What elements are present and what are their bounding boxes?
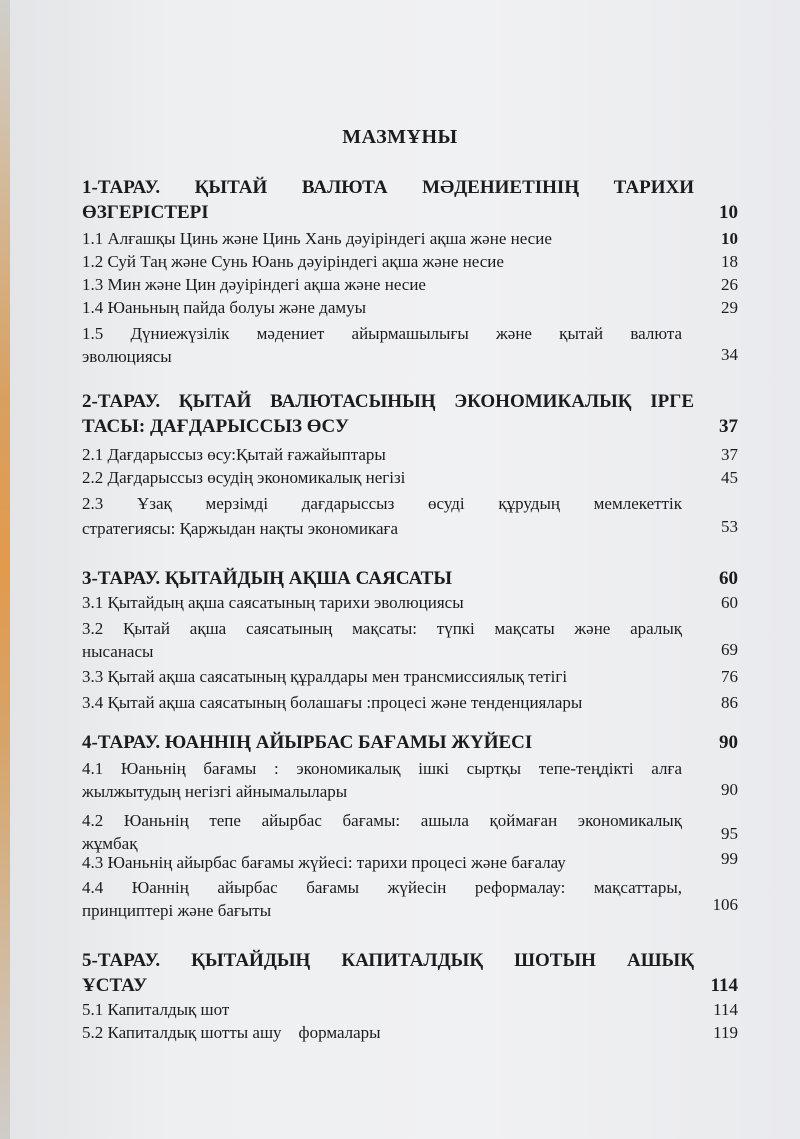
toc-entry <box>82 998 738 1021</box>
toc-entry <box>82 691 738 714</box>
entry-text: 1.1 Алғашқы Цинь және Цинь Хань дәуіріндегі ақша және несие <box>82 229 552 248</box>
entry-page-number: 114 <box>713 1000 738 1019</box>
chapter-3 <box>82 566 738 714</box>
toc-entry <box>82 273 738 296</box>
entry-text-line2: эволюциясы <box>82 347 172 366</box>
chapter-heading-line1: 2-ТАРАУ. ҚЫТАЙ ВАЛЮТАСЫНЫҢ ЭКОНОМИКАЛЫҚ ІРГЕ <box>82 391 694 412</box>
entry-text-line1: 3.2 Қытай ақша саясатының мақсаты: түпкі мақсаты және аралық <box>82 619 682 638</box>
entry-text-line1: 4.1 Юаньнің бағамы : экономикалық ішкі сыртқы тепе-теңдікті алға <box>82 759 682 778</box>
page-edge <box>0 0 10 1139</box>
toc-entry <box>82 757 738 803</box>
chapter-2 <box>82 389 738 541</box>
entry-text: 3.1 Қытайдың ақша саясатының тарихи эволюциясы <box>82 593 464 612</box>
chapter-heading-line1: 1-ТАРАУ. ҚЫТАЙ ВАЛЮТА МӘДЕНИЕТІНІҢ ТАРИХИ <box>82 177 694 198</box>
entry-text: 4.3 Юаньнің айырбас бағамы жүйесі: тарихи процесі және бағалау <box>82 853 566 872</box>
chapter-page-number: 37 <box>719 416 738 437</box>
chapter-heading-line2: ҰСТАУ <box>82 975 148 996</box>
entry-text-line2: нысанасы <box>82 642 154 661</box>
entry-text-line1: 1.5 Дүниежүзілік мәдениет айырмашылығы және қытай валюта <box>82 324 682 343</box>
toc-entry <box>82 443 738 466</box>
toc-entry <box>82 466 738 489</box>
entry-text: 1.3 Мин және Цин дәуіріндегі ақша және несие <box>82 275 426 294</box>
entry-text: 2.1 Дағдарыссыз өсу:Қытай ғажайыптары <box>82 445 386 464</box>
toc-entry <box>82 491 738 541</box>
entry-page-number: 69 <box>721 640 738 659</box>
entry-page-number: 45 <box>721 468 738 487</box>
chapter-page-number: 10 <box>719 202 738 223</box>
chapter-heading-line2: ӨЗГЕРІСТЕРІ <box>82 202 209 223</box>
entry-text-line1: 4.2 Юаньнің тепе айырбас бағамы: ашыла қоймаған экономикалық <box>82 811 682 830</box>
chapter-heading-line2: ТАСЫ: ДАҒДАРЫССЫЗ ӨСУ <box>82 416 349 437</box>
chapter-1 <box>82 175 738 368</box>
entry-page-number: 86 <box>721 693 738 712</box>
entry-text-line2: принциптері және бағыты <box>82 901 272 920</box>
entry-page-number: 119 <box>713 1023 738 1042</box>
entry-page-number: 90 <box>721 780 738 799</box>
entry-page-number: 18 <box>721 252 738 271</box>
entry-text: 3.3 Қытай ақша саясатының құралдары мен трансмиссиялық тетігі <box>82 667 568 686</box>
chapter-heading-line1: 3-ТАРАУ. ҚЫТАЙДЫҢ АҚША САЯСАТЫ <box>82 568 452 589</box>
entry-page-number: 76 <box>721 667 738 686</box>
entry-text: 3.4 Қытай ақша саясатының болашағы :процесі және тенденциялары <box>82 693 583 712</box>
chapter-heading-line1: 5-ТАРАУ. ҚЫТАЙДЫҢ КАПИТАЛДЫҚ ШОТЫН АШЫҚ <box>82 950 694 971</box>
entry-page-number: 99 <box>721 849 738 868</box>
entry-text-line2: жұмбақ <box>82 834 138 853</box>
toc-entry <box>82 876 738 922</box>
entry-page-number: 106 <box>712 895 738 914</box>
chapter-heading <box>82 730 738 755</box>
entry-text: 2.2 Дағдарыссыз өсудің экономикалық негізі <box>82 468 406 487</box>
toc-entry <box>82 322 738 368</box>
toc-entry <box>82 809 738 855</box>
toc-entry <box>82 227 738 250</box>
chapter-page-number: 114 <box>710 975 738 996</box>
entry-page-number: 10 <box>721 229 738 248</box>
entry-text-line2: жылжытудың негізгі айнымалылары <box>82 782 348 801</box>
entry-text-line1: 4.4 Юаннің айырбас бағамы жүйесін реформалау: мақсаттары, <box>82 878 682 897</box>
entry-page-number: 34 <box>721 345 738 364</box>
toc-entry <box>82 591 738 614</box>
chapter-page-number: 60 <box>719 568 738 589</box>
entry-text: 1.4 Юаньның пайда болуы және дамуы <box>82 298 367 317</box>
entry-text-line2: стратегиясы: Қаржыдан нақты экономикаға <box>82 519 399 538</box>
chapter-heading <box>82 389 738 439</box>
entry-page-number: 95 <box>721 824 738 843</box>
chapter-heading-line1: 4-ТАРАУ. ЮАННІҢ АЙЫРБАС БАҒАМЫ ЖҮЙЕСІ <box>82 732 533 753</box>
chapter-5 <box>82 948 738 1044</box>
entry-text: 5.2 Капиталдық шотты ашу формалары <box>82 1023 381 1042</box>
entry-text-line1: 2.3 Ұзақ мерзімді дағдарыссыз өсуді құрудың мемлекеттік <box>82 494 682 513</box>
chapter-heading <box>82 948 738 998</box>
entry-page-number: 60 <box>721 593 738 612</box>
toc-entry <box>82 250 738 273</box>
entry-text: 1.2 Суй Таң және Сунь Юань дәуіріндегі ақша және несие <box>82 252 504 271</box>
chapter-4 <box>82 730 738 922</box>
chapter-heading <box>82 175 738 225</box>
chapter-heading <box>82 566 738 591</box>
entry-page-number: 37 <box>721 445 738 464</box>
entry-text: 5.1 Капиталдық шот <box>82 1000 230 1019</box>
entry-page-number: 53 <box>721 517 738 536</box>
entry-page-number: 26 <box>721 275 738 294</box>
toc-entry <box>82 617 738 663</box>
entry-page-number: 29 <box>721 298 738 317</box>
toc-entry <box>82 296 738 319</box>
chapter-page-number: 90 <box>719 732 738 753</box>
page-title: МАЗМҰНЫ <box>342 126 458 148</box>
toc-entry <box>82 1021 738 1044</box>
toc-entry <box>82 665 738 688</box>
toc-entry <box>82 851 738 874</box>
